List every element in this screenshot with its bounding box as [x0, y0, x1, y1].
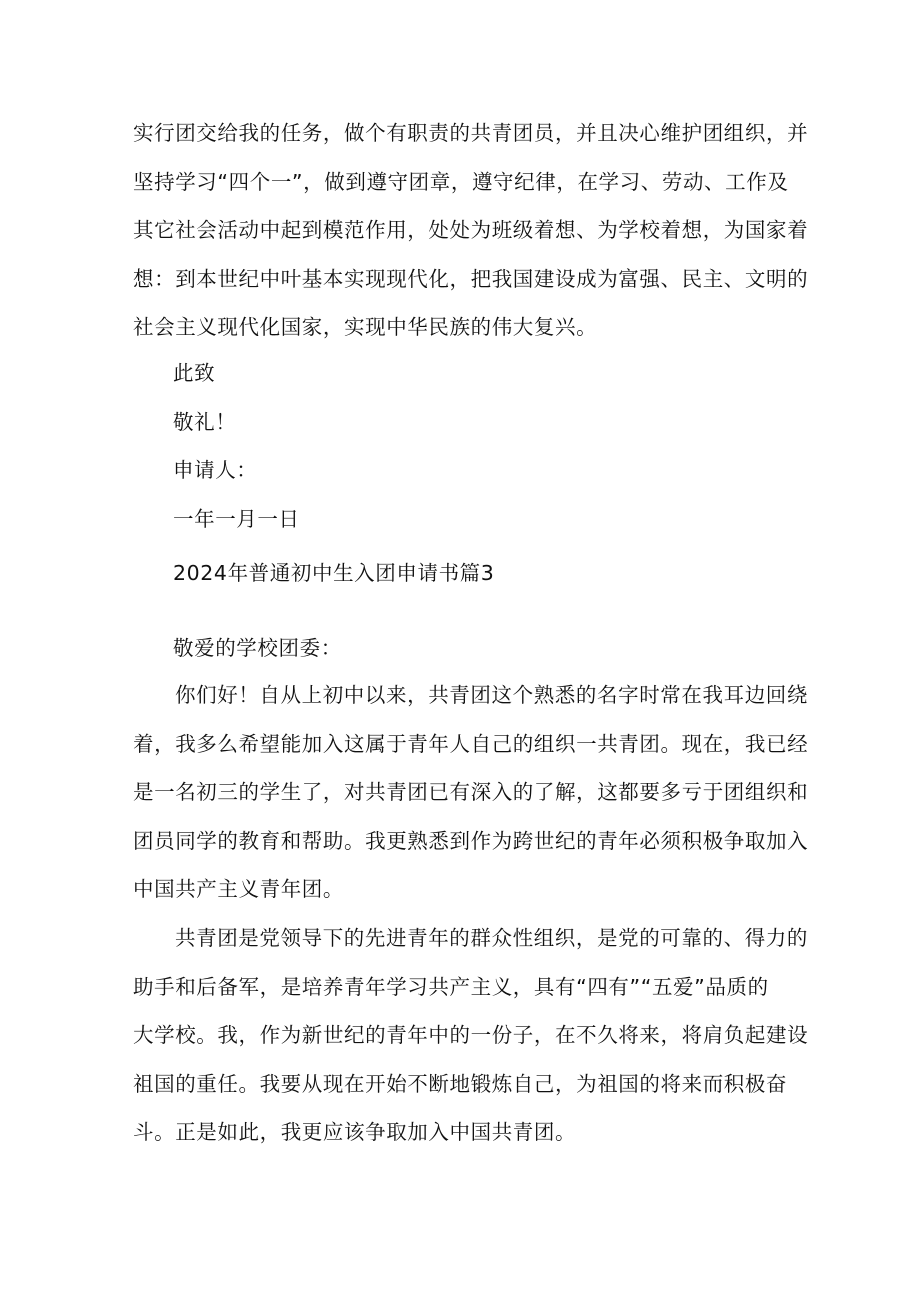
- text-line: 你们好！自从上初中以来，共青团这个熟悉的名字时常在我耳边回绕: [175, 683, 808, 707]
- text-line: 着，我多么希望能加入这属于青年人自己的组织一共青团。现在，我已经: [133, 731, 809, 756]
- text-line: 团员同学的教育和帮助。我更熟悉到作为跨世纪的青年必须积极争取加入: [133, 828, 809, 853]
- text-line: 实行团交给我的任务，做个有职责的共青团员，并且决心维护团组织，并: [133, 121, 809, 145]
- closing-zhici: 此致: [173, 361, 216, 385]
- text-line: 社会主义现代化国家，实现中华民族的伟大复兴。: [133, 315, 598, 340]
- text-line: 共青团是党领导下的先进青年的群众性组织，是党的可靠的、得力的: [175, 926, 808, 950]
- text-line: 其它社会活动中起到模范作用，处处为班级着想、为学校着想，为国家着: [133, 218, 809, 243]
- section-heading: 2024年普通初中生入团申请书篇3: [173, 561, 495, 585]
- text-line: 中国共产主义青年团。: [133, 877, 344, 902]
- paragraph-league-intro: [133, 914, 809, 1157]
- text-line: 坚持学习“四个一”，做到遵守团章，遵守纪律，在学习、劳动、工作及: [133, 169, 789, 194]
- paragraph-greeting: [133, 671, 809, 914]
- text-line: 祖国的重任。我要从现在开始不断地锻炼自己，为祖国的将来而积极奋: [133, 1071, 788, 1096]
- text-line: 助手和后备军，是培养青年学习共产主义，具有“四有”“五爱”品质的: [133, 974, 769, 999]
- paragraph-commitment: [133, 109, 809, 352]
- text-line: 大学校。我，作为新世纪的青年中的一份子，在不久将来，将肩负起建设: [133, 1023, 809, 1048]
- closing-jingli: 敬礼！: [173, 410, 237, 434]
- date-line: 一年一月一日: [173, 507, 300, 531]
- salutation: 敬爱的学校团委：: [173, 636, 342, 660]
- applicant-label: 申请人：: [173, 458, 258, 482]
- text-line: 是一名初三的学生了，对共青团已有深入的了解，这都要多亏于团组织和: [133, 780, 809, 805]
- text-line: 想：到本世纪中叶基本实现现代化，把我国建设成为富强、民主、文明的: [133, 266, 809, 291]
- text-line: 斗。正是如此，我更应该争取加入中国共青团。: [133, 1120, 577, 1145]
